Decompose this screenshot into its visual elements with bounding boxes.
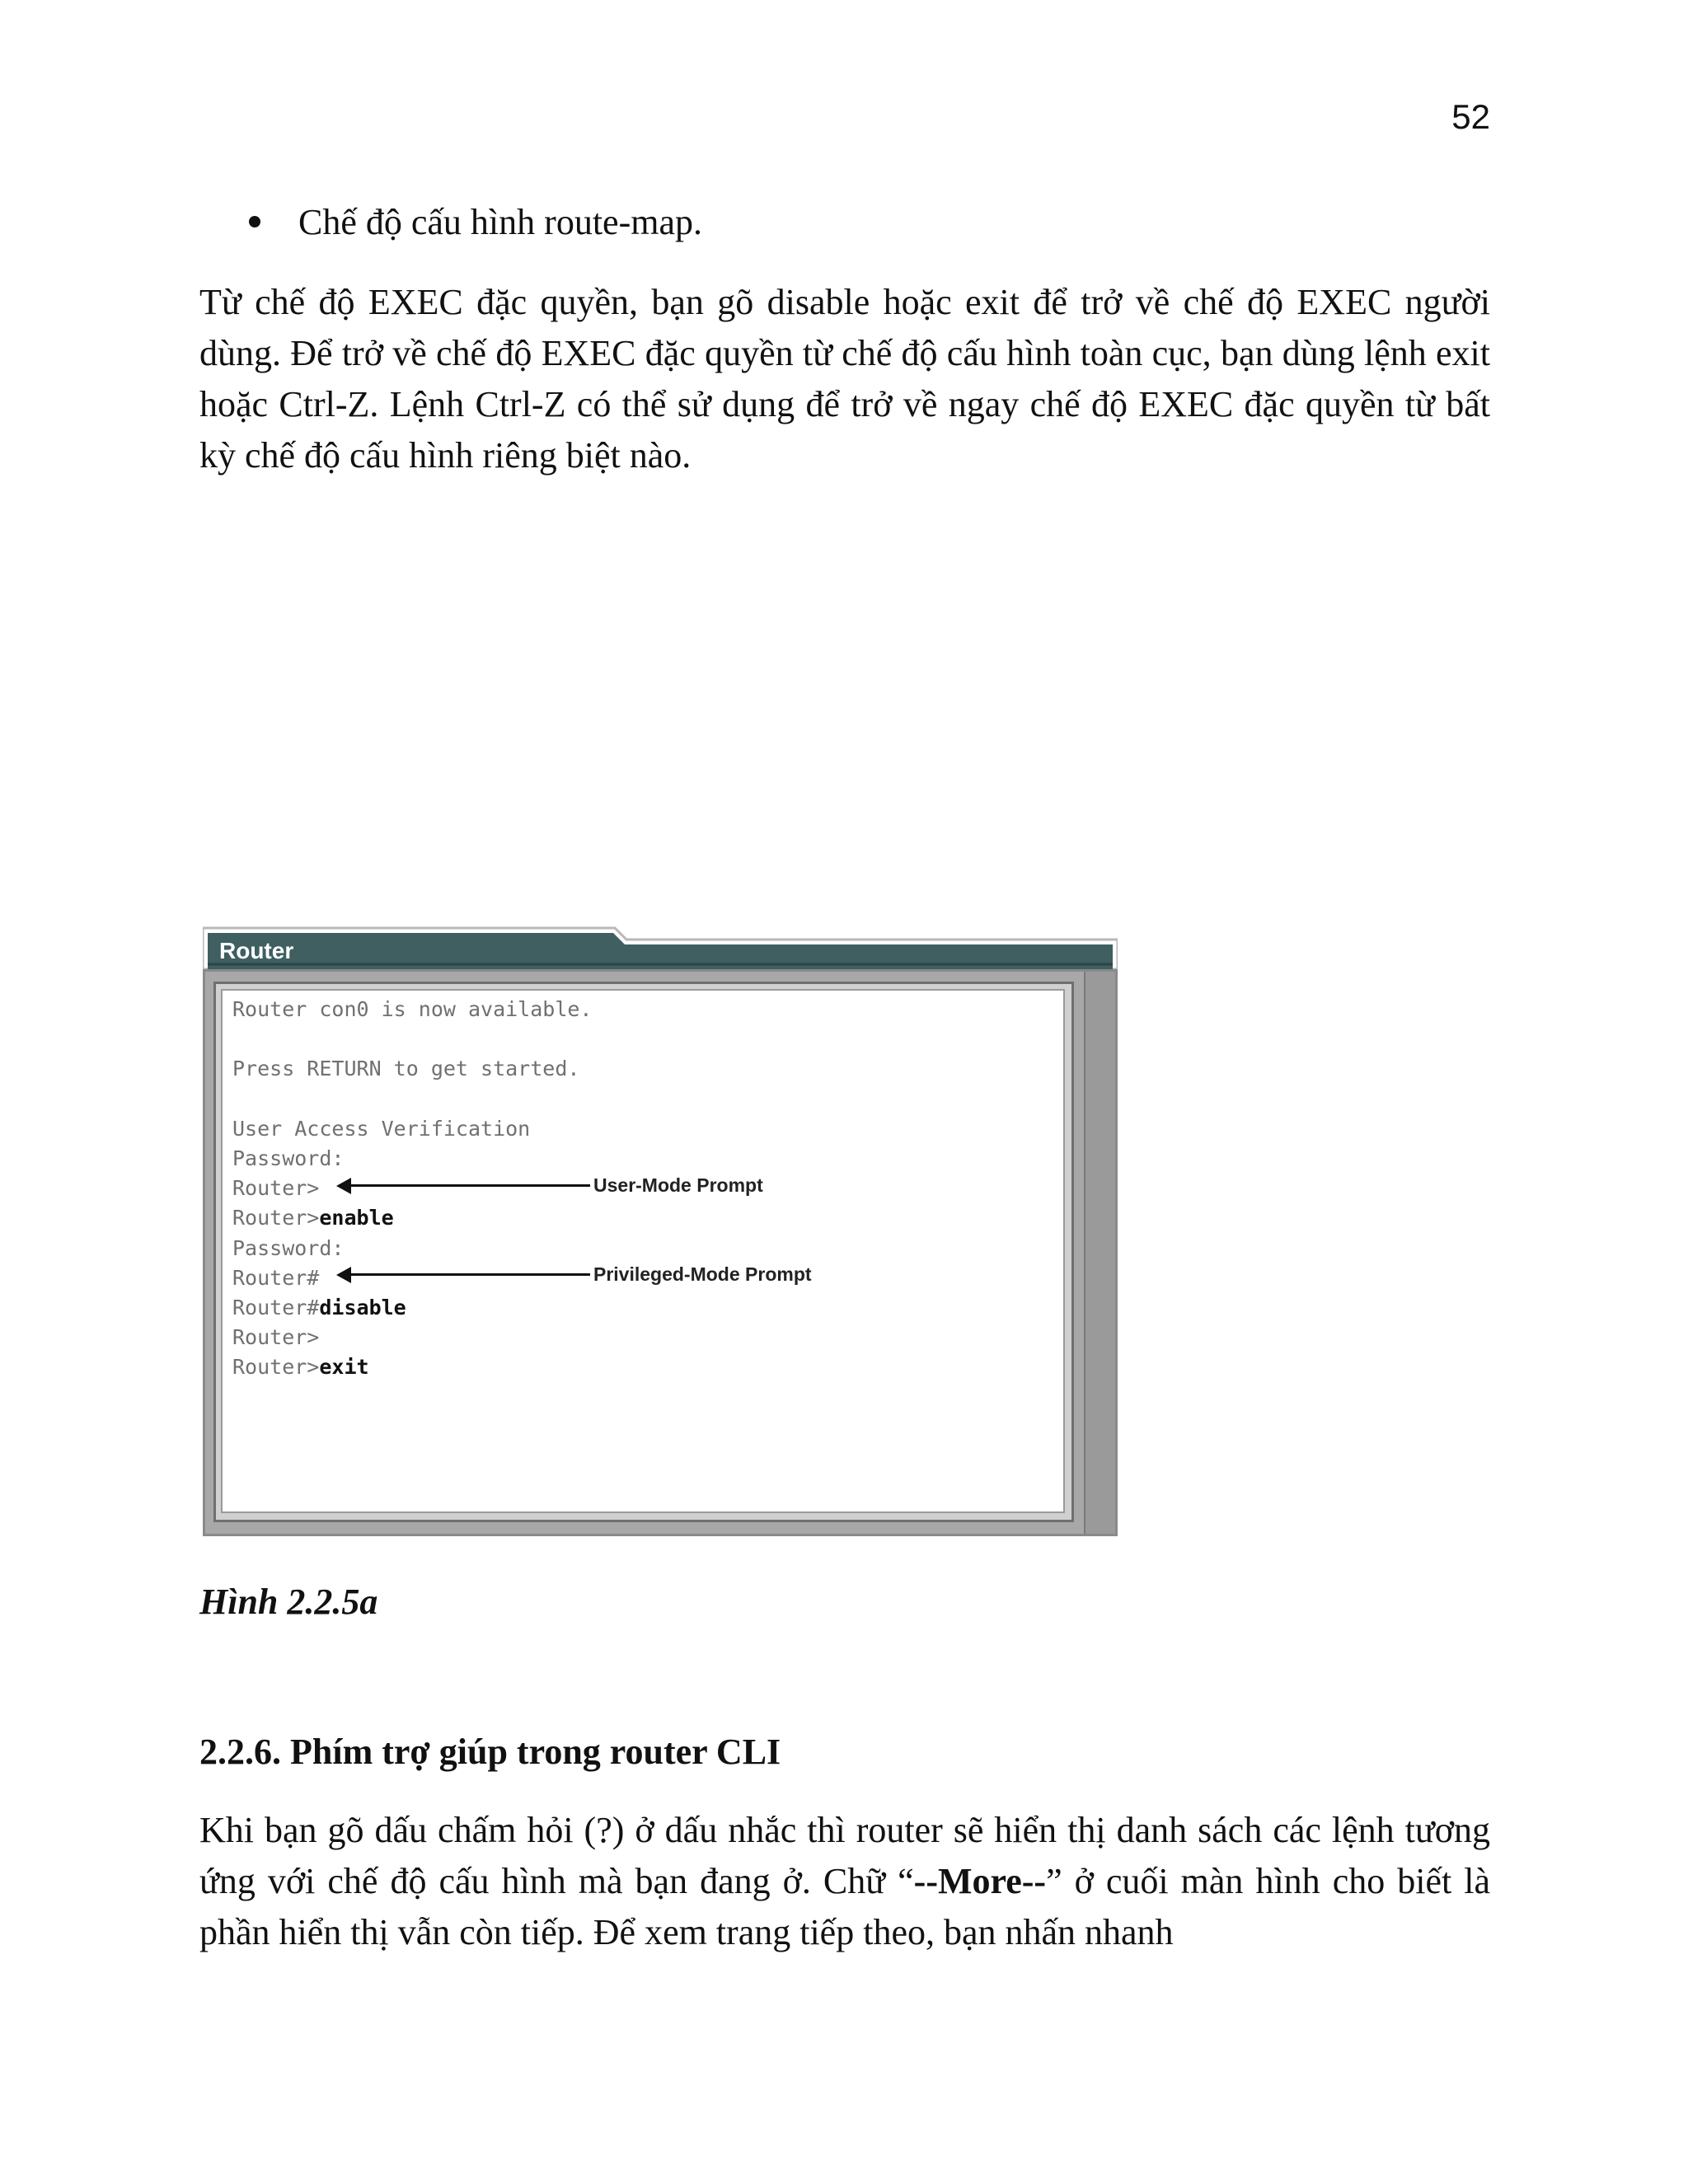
arrow-line	[346, 1184, 590, 1187]
terminal-line	[232, 1296, 406, 1319]
bullet-item: Chế độ cấu hình route-map.	[298, 202, 702, 242]
router-figure	[203, 926, 1118, 1536]
page-number: 52	[1451, 97, 1490, 136]
terminal-output: Router>	[232, 1206, 320, 1230]
terminal-command: exit	[319, 1355, 369, 1380]
terminal-line	[232, 1266, 319, 1290]
figure-caption: Hình 2.2.5a	[199, 1582, 378, 1622]
bullet-icon	[249, 216, 260, 227]
router-window-titlebar	[203, 926, 1118, 969]
paragraph-text-before: Khi bạn gõ dấu chấm hỏi (?) ở dấu nhắc thì router sẽ hiển thị danh sách các lệnh tương ứng với chế độ cấu hình mà bạn đang ở. Chữ “	[199, 1810, 1490, 1901]
terminal-bezel	[213, 982, 1074, 1522]
terminal-line	[232, 997, 593, 1021]
terminal-output: Router>	[232, 1176, 320, 1201]
terminal-line	[232, 1146, 344, 1170]
terminal-command: enable	[319, 1206, 394, 1230]
terminal-output: Router>	[232, 1325, 320, 1350]
terminal-output: Router#	[232, 1296, 320, 1319]
paragraph-exec-modes: Từ chế độ EXEC đặc quyền, bạn gõ disable hoặc exit để trở về chế độ EXEC người dùng. Để trở về chế độ EXEC đặc quyền từ chế độ cấu hình toàn cục, bạn dùng lệnh exit hoặc Ctrl-Z. Lệnh Ctrl-Z có thể sử dụng để trở về ngay chế độ EXEC đặc quyền từ bất kỳ chế độ cấu hình riêng biệt nào.	[199, 282, 1490, 476]
terminal-line	[232, 1176, 319, 1200]
terminal-line	[232, 1206, 394, 1230]
titlebar-shape	[203, 926, 1118, 969]
terminal-output: Press RETURN to get started.	[232, 1057, 580, 1081]
paragraph-text-after: ” ở cuối màn hình cho biết là phần hiển thị vẫn còn tiếp. Để xem trang tiếp theo, bạn nhấn nhanh	[199, 1861, 1490, 1952]
terminal-line	[232, 1057, 579, 1080]
terminal-line	[232, 1355, 369, 1379]
terminal-line	[232, 1117, 530, 1141]
terminal-output: User Access Verification	[232, 1116, 531, 1141]
terminal-line	[232, 1325, 319, 1349]
terminal-output: Password:	[232, 1146, 345, 1170]
terminal-command: disable	[319, 1296, 406, 1319]
router-window-title: Router	[219, 938, 294, 963]
terminal-line	[232, 1236, 344, 1260]
user-mode-label: User-Mode Prompt	[593, 1174, 763, 1196]
paragraph-help-keys	[199, 1805, 1490, 1958]
terminal-output: Router>	[232, 1355, 320, 1380]
section-heading: 2.2.6. Phím trợ giúp trong router CLI	[199, 1732, 781, 1772]
arrow-line	[346, 1273, 590, 1276]
privileged-mode-label: Privileged-Mode Prompt	[593, 1263, 812, 1285]
terminal-output: Password:	[232, 1235, 345, 1260]
terminal-output: Router con0 is now available.	[232, 997, 593, 1021]
terminal-screen	[221, 989, 1065, 1513]
terminal-output: Router#	[232, 1265, 320, 1290]
frame-side-panel	[1084, 972, 1115, 1534]
more-keyword: --More--	[913, 1861, 1047, 1901]
router-window-frame	[203, 969, 1118, 1536]
